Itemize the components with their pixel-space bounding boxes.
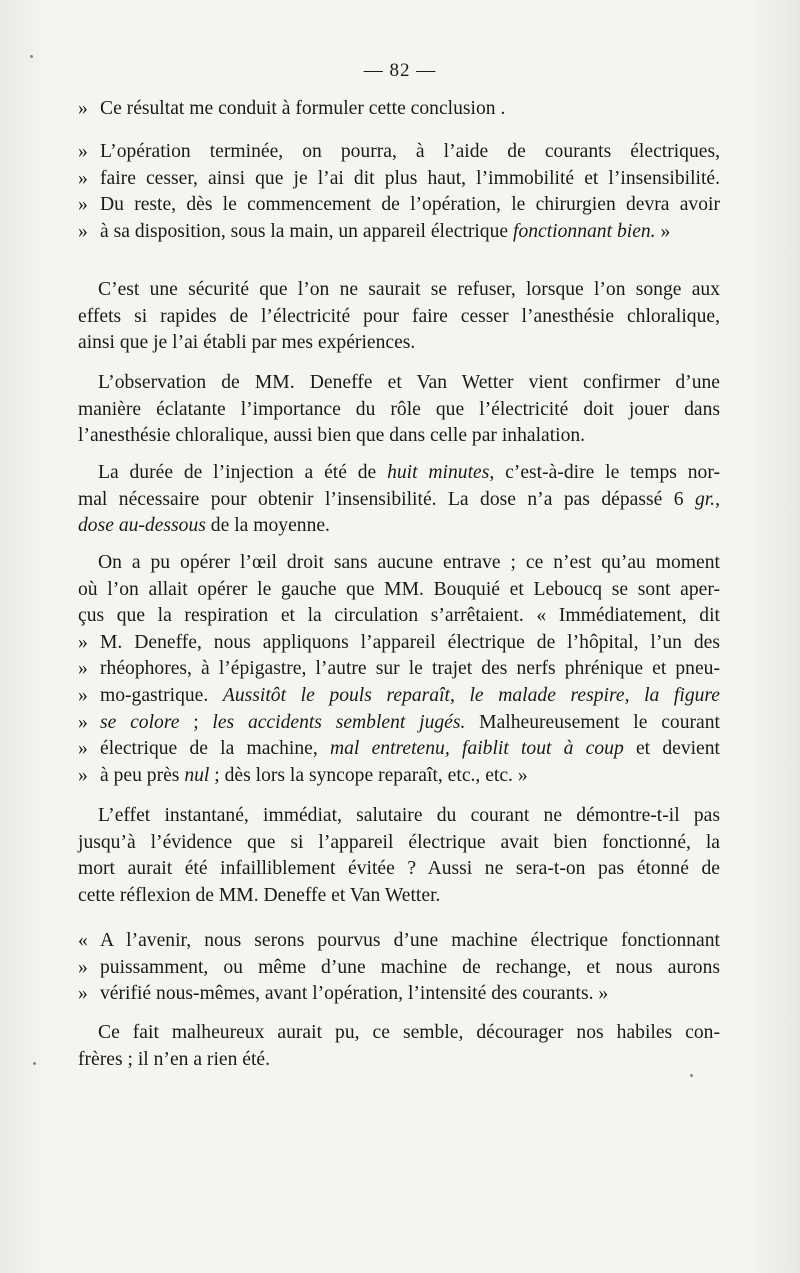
text-line	[78, 423, 720, 450]
text-run: jusqu’à l’évidence que si l’appareil électrique avait bien fonctionné, la	[78, 831, 720, 853]
text-run: Ce fait malheureux aurait pu, ce semble, décourager nos habiles con-	[98, 1022, 720, 1043]
text-run: Malheureusement le courant	[465, 711, 720, 733]
text-line	[78, 803, 720, 830]
text-line	[78, 330, 720, 357]
text-run: vérifié nous-mêmes, avant l’opération, l’intensité des courants. »	[100, 983, 609, 1005]
text-line	[78, 955, 720, 982]
text-line	[78, 710, 720, 737]
quote-mark: »	[78, 684, 88, 706]
quote-mark: «	[78, 930, 88, 951]
text-run: puissamment, ou même d’une machine de rechange, et nous aurons	[100, 956, 720, 978]
text-line	[78, 928, 720, 955]
quote-mark: »	[78, 983, 88, 1005]
text-line	[78, 304, 720, 331]
text-line	[78, 370, 720, 397]
text-run: ainsi que je l’ai établi par mes expériences.	[78, 332, 416, 354]
text-line	[78, 1047, 720, 1074]
quote-mark: »	[78, 167, 88, 189]
text-line	[78, 460, 720, 487]
text-run: rhéophores, à l’épigastre, l’autre sur le trajet des nerfs phrénique et pneu-	[100, 658, 720, 680]
text-run: à peu près	[100, 764, 185, 786]
text-line	[78, 577, 720, 604]
text-line	[78, 603, 720, 630]
text-run: et devient	[623, 738, 720, 760]
text-run: ;	[179, 711, 213, 733]
text-line	[78, 96, 720, 123]
quote-conclusion-intro	[78, 96, 720, 123]
italic-text: Aussitôt le pouls reparaît, le malade respire, la figure	[222, 684, 721, 706]
paragraph-conclusion	[78, 1020, 720, 1073]
text-line	[78, 139, 720, 166]
quote-mark: »	[78, 141, 88, 162]
text-run: L’opération terminée, on pourra, à l’aide de courants électriques,	[100, 141, 720, 162]
quote-mark: »	[78, 658, 88, 680]
text-run: ; dès lors la syncope reparaît, etc., etc. »	[209, 764, 528, 786]
text-line	[78, 630, 720, 657]
text-run: frères ; il n’en a rien été.	[78, 1048, 271, 1070]
quote-mark: »	[78, 764, 88, 786]
quote-mark: »	[78, 738, 88, 760]
italic-text: nul	[184, 764, 210, 786]
quote-mark: »	[78, 194, 88, 216]
text-run: mort aurait été infailliblement évitée ? Aussi ne sera-t-on pas étonné de	[78, 858, 720, 880]
text-run: On a pu opérer l’œil droit sans aucune entrave ; ce n’est qu’au moment	[98, 552, 720, 573]
text-line	[78, 550, 720, 577]
quote-mark: »	[78, 98, 88, 119]
text-run: »	[655, 220, 671, 242]
italic-text: les accidents semblent jugés.	[212, 711, 466, 733]
italic-text: huit minutes	[387, 462, 490, 483]
paragraph-securite	[78, 277, 720, 357]
quote-mark: »	[78, 220, 88, 242]
quote-mark: »	[78, 711, 88, 733]
text-run: M. Deneffe, nous appliquons l’appareil électrique de l’hôpital, l’un des	[100, 631, 720, 653]
italic-text: dose au-dessous	[78, 515, 206, 537]
quote-mark: »	[78, 956, 88, 978]
quote-mark: »	[78, 631, 88, 653]
text-run: C’est une sécurité que l’on ne saurait se refuser, lorsque l’on songe aux	[98, 279, 720, 300]
text-run: cette réflexion de MM. Deneffe et Van Wetter.	[78, 884, 441, 906]
paragraph-duree-injection	[78, 460, 720, 540]
text-line	[78, 487, 720, 514]
quote-conclusion	[78, 139, 720, 245]
paragraph-operation-oeil	[78, 550, 720, 789]
text-run: ,	[715, 488, 720, 510]
text-run: çus que la respiration et la circulation s’arrêtaient. « Immédiatement, dit	[78, 605, 720, 627]
text-line	[78, 856, 720, 883]
text-line	[78, 656, 720, 683]
text-run: Ce résultat me conduit à formuler cette conclusion .	[100, 98, 506, 119]
text-run: manière éclatante l’importance du rôle que l’électricité doit jouer dans	[78, 398, 720, 420]
text-run: effets si rapides de l’électricité pour faire cesser l’anesthésie chloralique,	[78, 305, 720, 327]
text-run: , c’est-à-dire le temps nor-	[489, 462, 720, 483]
scan-speck	[30, 55, 33, 58]
text-line	[78, 981, 720, 1008]
text-run: où l’on allait opérer le gauche que MM. Bouquié et Leboucq se sont aper-	[78, 578, 720, 600]
text-run: Du reste, dès le commencement de l’opération, le chirurgien devra avoir	[100, 194, 720, 216]
italic-text: se colore	[100, 711, 180, 733]
italic-text: fonctionnant bien.	[513, 220, 656, 242]
page-number: — 82 —	[363, 60, 437, 81]
text-line	[78, 219, 720, 246]
text-line	[78, 736, 720, 763]
text-run: électrique de la machine,	[100, 738, 330, 760]
text-line	[78, 883, 720, 910]
text-line	[78, 683, 720, 710]
italic-text: mal entretenu, faiblit tout à coup	[329, 738, 624, 760]
text-run: L’effet instantané, immédiat, salutaire du courant ne démontre-t-il pas	[98, 805, 720, 826]
text-line	[78, 397, 720, 424]
scan-speck	[690, 1074, 693, 1077]
italic-text: gr.	[694, 488, 716, 510]
text-line	[78, 192, 720, 219]
quote-avenir	[78, 928, 720, 1008]
text-line	[78, 763, 720, 790]
text-run: La durée de l’injection a été de	[98, 462, 388, 483]
text-line	[78, 166, 720, 193]
paragraph-observation	[78, 370, 720, 450]
text-run: mo-gastrique.	[100, 684, 223, 706]
text-line	[78, 513, 720, 540]
text-run: à sa disposition, sous la main, un appareil électrique	[100, 220, 513, 242]
scan-speck	[33, 1062, 36, 1065]
paragraph-effet-courant	[78, 803, 720, 909]
text-line	[78, 1020, 720, 1047]
text-run: l’anesthésie chloralique, aussi bien que dans celle par inhalation.	[78, 425, 586, 447]
text-run: mal nécessaire pour obtenir l’insensibilité. La dose n’a pas dépassé 6	[78, 488, 695, 510]
text-run: A l’avenir, nous serons pourvus d’une machine électrique fonctionnant	[100, 930, 720, 951]
text-run: faire cesser, ainsi que je l’ai dit plus haut, l’immobilité et l’insensibilité.	[100, 167, 720, 189]
text-line	[78, 277, 720, 304]
text-run: L’observation de MM. Deneffe et Van Wetter vient confirmer d’une	[98, 372, 720, 393]
text-run: de la moyenne.	[205, 515, 330, 537]
text-line	[78, 830, 720, 857]
